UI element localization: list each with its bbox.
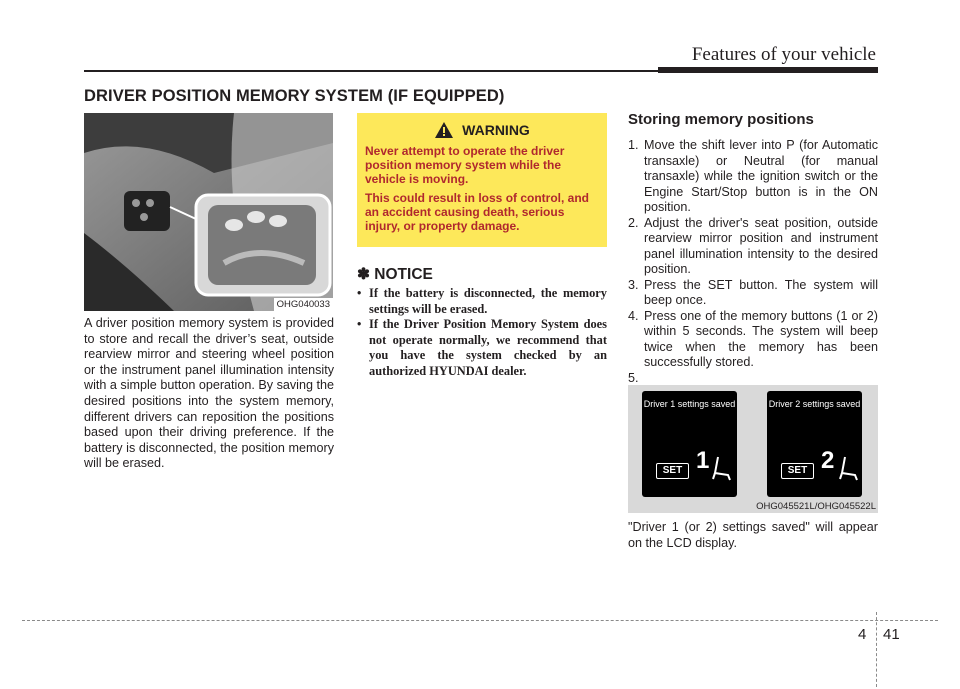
footer-divider: [876, 612, 877, 687]
step-item: [628, 138, 878, 216]
photo-caption: OHG040033: [274, 298, 333, 311]
step-text: Move the shift lever into P (for Automatic transaxle) or Neutral (for manual transaxle) while the ignition switch or the Engine Start/Stop button is in the ON position.: [644, 138, 878, 214]
lcd-memory-number: 1: [696, 447, 710, 474]
step-item: [628, 216, 878, 278]
lcd-result-text: "Driver 1 (or 2) settings saved" will appear on the LCD display.: [628, 520, 878, 550]
step-item: [628, 309, 878, 371]
storing-steps: [628, 138, 878, 385]
notice-title: ✽ NOTICE: [357, 266, 433, 283]
seat-icon: [837, 455, 859, 481]
lcd-message: Driver 2 settings saved: [768, 399, 861, 409]
door-memory-buttons-photo: [84, 113, 333, 311]
warning-title: WARNING: [462, 122, 530, 138]
lcd-caption: OHG045521L/OHG045522L: [756, 501, 876, 512]
warning-paragraph: This could result in loss of control, and an accident causing death, serious injury, or property damage.: [365, 190, 590, 234]
section-title: DRIVER POSITION MEMORY SYSTEM (IF EQUIPPED): [84, 87, 505, 105]
step-number: 5.: [628, 370, 639, 385]
step-text: Press the SET button. The system will beep once.: [644, 277, 878, 307]
lcd-message: Driver 1 settings saved: [643, 399, 736, 409]
lcd-driver-1: [642, 391, 737, 497]
notice-item: • If the Driver Position Memory System does not operate normally, we recommend that you have the system checked by an authorized HYUNDAI dealer.: [357, 317, 607, 379]
storing-title: Storing memory positions: [628, 111, 814, 128]
step-number: 1.: [628, 138, 639, 152]
footer-rule: [22, 620, 938, 621]
seat-icon: [710, 455, 732, 481]
lcd-memory-number: 2: [821, 447, 835, 474]
chapter-number: 4: [858, 626, 867, 643]
step-text: Press one of the memory buttons (1 or 2) within 5 seconds. The system will beep twice when the memory has been successfully stored.: [644, 308, 878, 369]
intro-paragraph: A driver position memory system is provided to store and recall the driver’s seat, outside rearview mirror and steering wheel position or the instrument panel illumination intensity with a simple button operation. By saving the desired positions into the system memory, different drivers can reposition the positions based upon their driving preference. If the battery is disconnected, the position memory will be erased.: [84, 316, 334, 471]
warning-triangle-icon: [434, 121, 454, 139]
warning-header: [365, 121, 599, 139]
notice-list: [357, 286, 607, 380]
lcd-set-label: SET: [656, 463, 689, 479]
door-panel-illustration: [84, 113, 333, 311]
step-text: Adjust the driver's seat position, outside rearview mirror position and instrument panel illumination intensity to the desired position.: [644, 215, 878, 276]
lcd-set-label: SET: [781, 463, 814, 479]
warning-paragraph: Never attempt to operate the driver position memory system while the vehicle is moving.: [365, 144, 565, 187]
lcd-display-images: [628, 385, 878, 513]
step-number: 3.: [628, 277, 639, 292]
step-item: [628, 278, 878, 309]
step-number: 4.: [628, 308, 639, 323]
page-number: 41: [883, 626, 900, 643]
header-bar: [658, 67, 878, 73]
header-title: Features of your vehicle: [691, 44, 876, 65]
step-number: 2.: [628, 215, 639, 230]
warning-box: [357, 113, 607, 247]
notice-item: • If the battery is disconnected, the memory settings will be erased.: [357, 286, 607, 317]
lcd-driver-2: [767, 391, 862, 497]
